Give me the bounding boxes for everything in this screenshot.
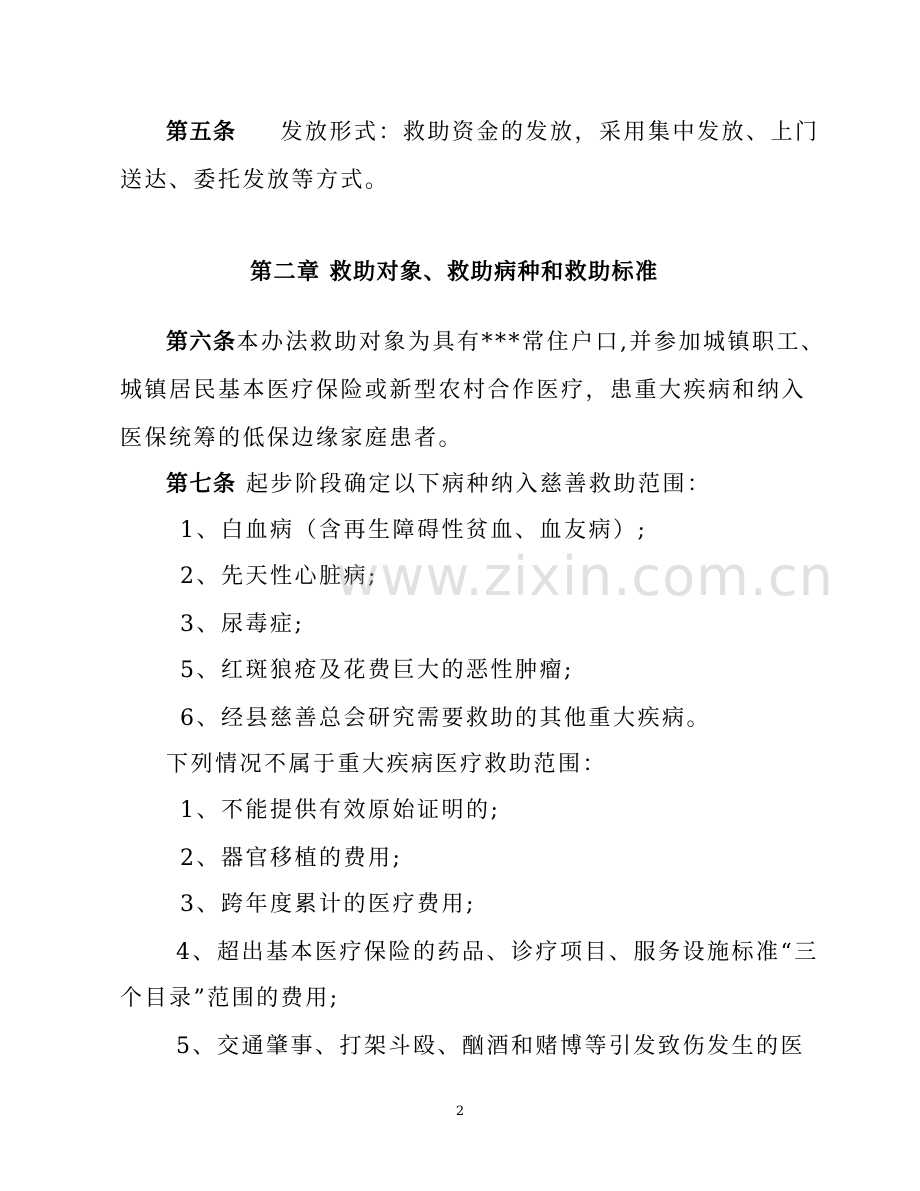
list-item: 2、器官移植的费用; [180,846,403,871]
article6-label: 第六条 [166,330,237,355]
article7-text: 起步阶段确定以下病种纳入慈善救助范围： [236,472,712,497]
chapter2-title: 第二章 救助对象、救助病种和救助标准 [250,260,659,285]
list-item: 3、跨年度累计的医疗费用; [180,892,476,917]
article5-text-line1: 发放形式：救助资金的发放，采用集中发放、上门 [280,120,820,145]
list-item: 1、白血病（含再生障碍性贫血、血友病）; [180,518,648,543]
article7-label: 第七条 [166,472,237,497]
article6-text-line3: 医保统筹的低保边缘家庭患者。 [120,426,464,451]
article5-text-line2: 送达、委托发放等方式。 [120,168,390,193]
article6-text-line2: 城镇居民基本医疗保险或新型农村合作医疗，患重大疾病和纳入 [120,378,807,403]
exclusion-item4-line1: 4、超出基本医疗保险的药品、诊疗项目、服务设施标准“三 [176,940,819,965]
list-item: 2、先天性心脏病; [180,564,378,589]
watermark-text: www.zixin.com.cn [335,545,834,608]
article6-text-line1: 本办法救助对象为具有***常住户口,并参加城镇职工、 [236,330,826,355]
list-item: 5、红斑狼疮及花费巨大的恶性肿瘤; [180,658,574,683]
list-item: 3、尿毒症; [180,612,305,637]
exclusion-item4-line2: 个目录”范围的费用; [120,986,340,1011]
exclusion-item5-line1: 5、交通肇事、打架斗殴、酗酒和赌博等引发致伤发生的医 [176,1034,805,1059]
list-item: 1、不能提供有效原始证明的; [180,798,501,823]
article5-line1 [166,118,820,148]
article5-label: 第五条 [166,120,237,145]
article7-line [166,470,712,500]
article6-line1 [166,328,826,358]
list-item: 6、经县慈善总会研究需要救助的其他重大疾病。 [180,706,711,731]
exclusions-intro: 下列情况不属于重大疾病医疗救助范围： [166,752,608,777]
page-number: 2 [455,1104,465,1119]
